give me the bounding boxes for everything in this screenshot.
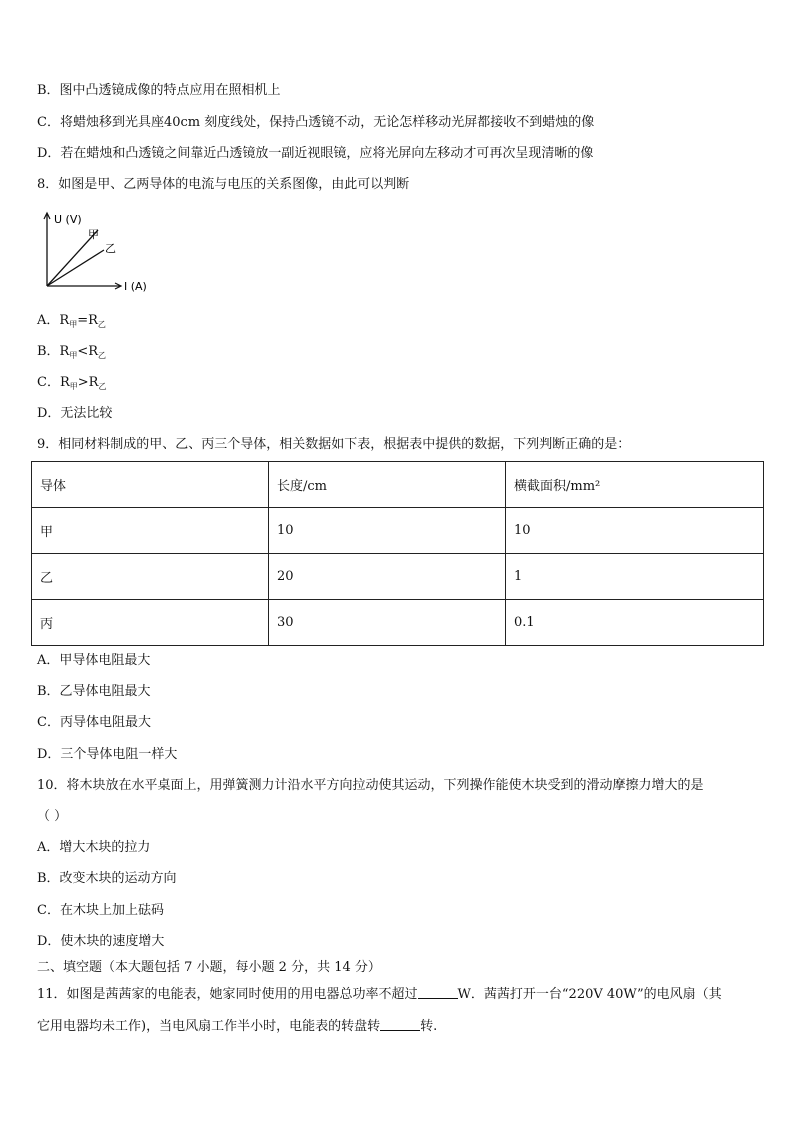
table-cell: 1: [506, 554, 764, 600]
q11-line1: 11．如图是茜茜家的电能表，她家同时使用的用电器总功率不超过 W．茜茜打开一台“220V 40W”的电风扇（其: [37, 987, 722, 1002]
answer-blank[interactable]: [380, 1018, 420, 1031]
q7-option-c: C．将蜡烛移到光具座40cm 刻度线处，保持凸透镜不动，无论怎样移动光屏都接收不到蜡烛的像: [37, 115, 595, 130]
table-cell: 丙: [32, 600, 269, 646]
q7-option-d: D．若在蜡烛和凸透镜之间靠近凸透镜放一副近视眼镜，应将光屏向左移动才可再次呈现清晰的像: [37, 146, 594, 161]
line-jia-label: 甲: [88, 228, 99, 241]
table-header-cell: 导体: [32, 462, 269, 508]
y-axis-label: U (V): [54, 213, 82, 226]
table-cell: 30: [269, 600, 506, 646]
table-header-cell: 长度/cm: [269, 462, 506, 508]
line-yi-label: 乙: [105, 242, 116, 255]
table-header-row: [32, 462, 764, 508]
q10-option-d: D．使木块的速度增大: [37, 934, 165, 949]
table-row: [32, 554, 764, 600]
x-axis-label: I (A): [124, 280, 147, 293]
section-heading: 二、填空题（本大题包括 7 小题，每小题 2 分，共 14 分）: [37, 960, 381, 975]
q9-option-c: C．丙导体电阻最大: [37, 715, 151, 730]
table-cell: 10: [269, 508, 506, 554]
q8-stem: 8．如图是甲、乙两导体的电流与电压的关系图像，由此可以判断: [37, 177, 410, 192]
q10-option-c: C．在木块上加上砝码: [37, 903, 164, 918]
table-cell: 20: [269, 554, 506, 600]
table-cell: 0.1: [506, 600, 764, 646]
table-row: [32, 508, 764, 554]
table-cell: 10: [506, 508, 764, 554]
q8-option-c: C．$R_甲>R_乙$: [37, 375, 107, 391]
table-cell: 乙: [32, 554, 269, 600]
q9-option-d: D．三个导体电阻一样大: [37, 747, 178, 762]
q7-option-b: B．图中凸透镜成像的特点应用在照相机上: [37, 83, 281, 98]
q8-option-d: D．无法比较: [37, 406, 113, 421]
q11-line2: 它用电器均未工作)，当电风扇工作半小时，电能表的转盘转 转.: [37, 1019, 438, 1034]
q10-stem-line1: 10．将木块放在水平桌面上，用弹簧测力计沿水平方向拉动使其运动，下列操作能使木块受到的滑动摩擦力增大的是: [37, 778, 704, 793]
table-cell: 甲: [32, 508, 269, 554]
q10-stem-line2: （ ）: [37, 809, 68, 824]
q8-option-b: B．$R_甲<R_乙$: [37, 344, 107, 360]
q10-option-a: A．增大木块的拉力: [37, 840, 151, 855]
ui-graph-svg: [38, 208, 158, 298]
table-header-cell: 横截面积/mm²: [506, 462, 764, 508]
q9-option-a: A．甲导体电阻最大: [37, 653, 151, 668]
q9-stem: 9．相同材料制成的甲、乙、丙三个导体，相关数据如下表，根据表中提供的数据，下列判断正确的是：: [37, 437, 631, 452]
table-row: [32, 600, 764, 646]
q8-ui-graph: [38, 208, 158, 298]
q10-option-b: B．改变木块的运动方向: [37, 871, 177, 886]
q9-option-b: B．乙导体电阻最大: [37, 684, 151, 699]
answer-blank[interactable]: [418, 986, 458, 999]
conductor-table: [31, 461, 764, 646]
q8-option-a: A．$R_甲=R_乙$: [37, 313, 106, 329]
